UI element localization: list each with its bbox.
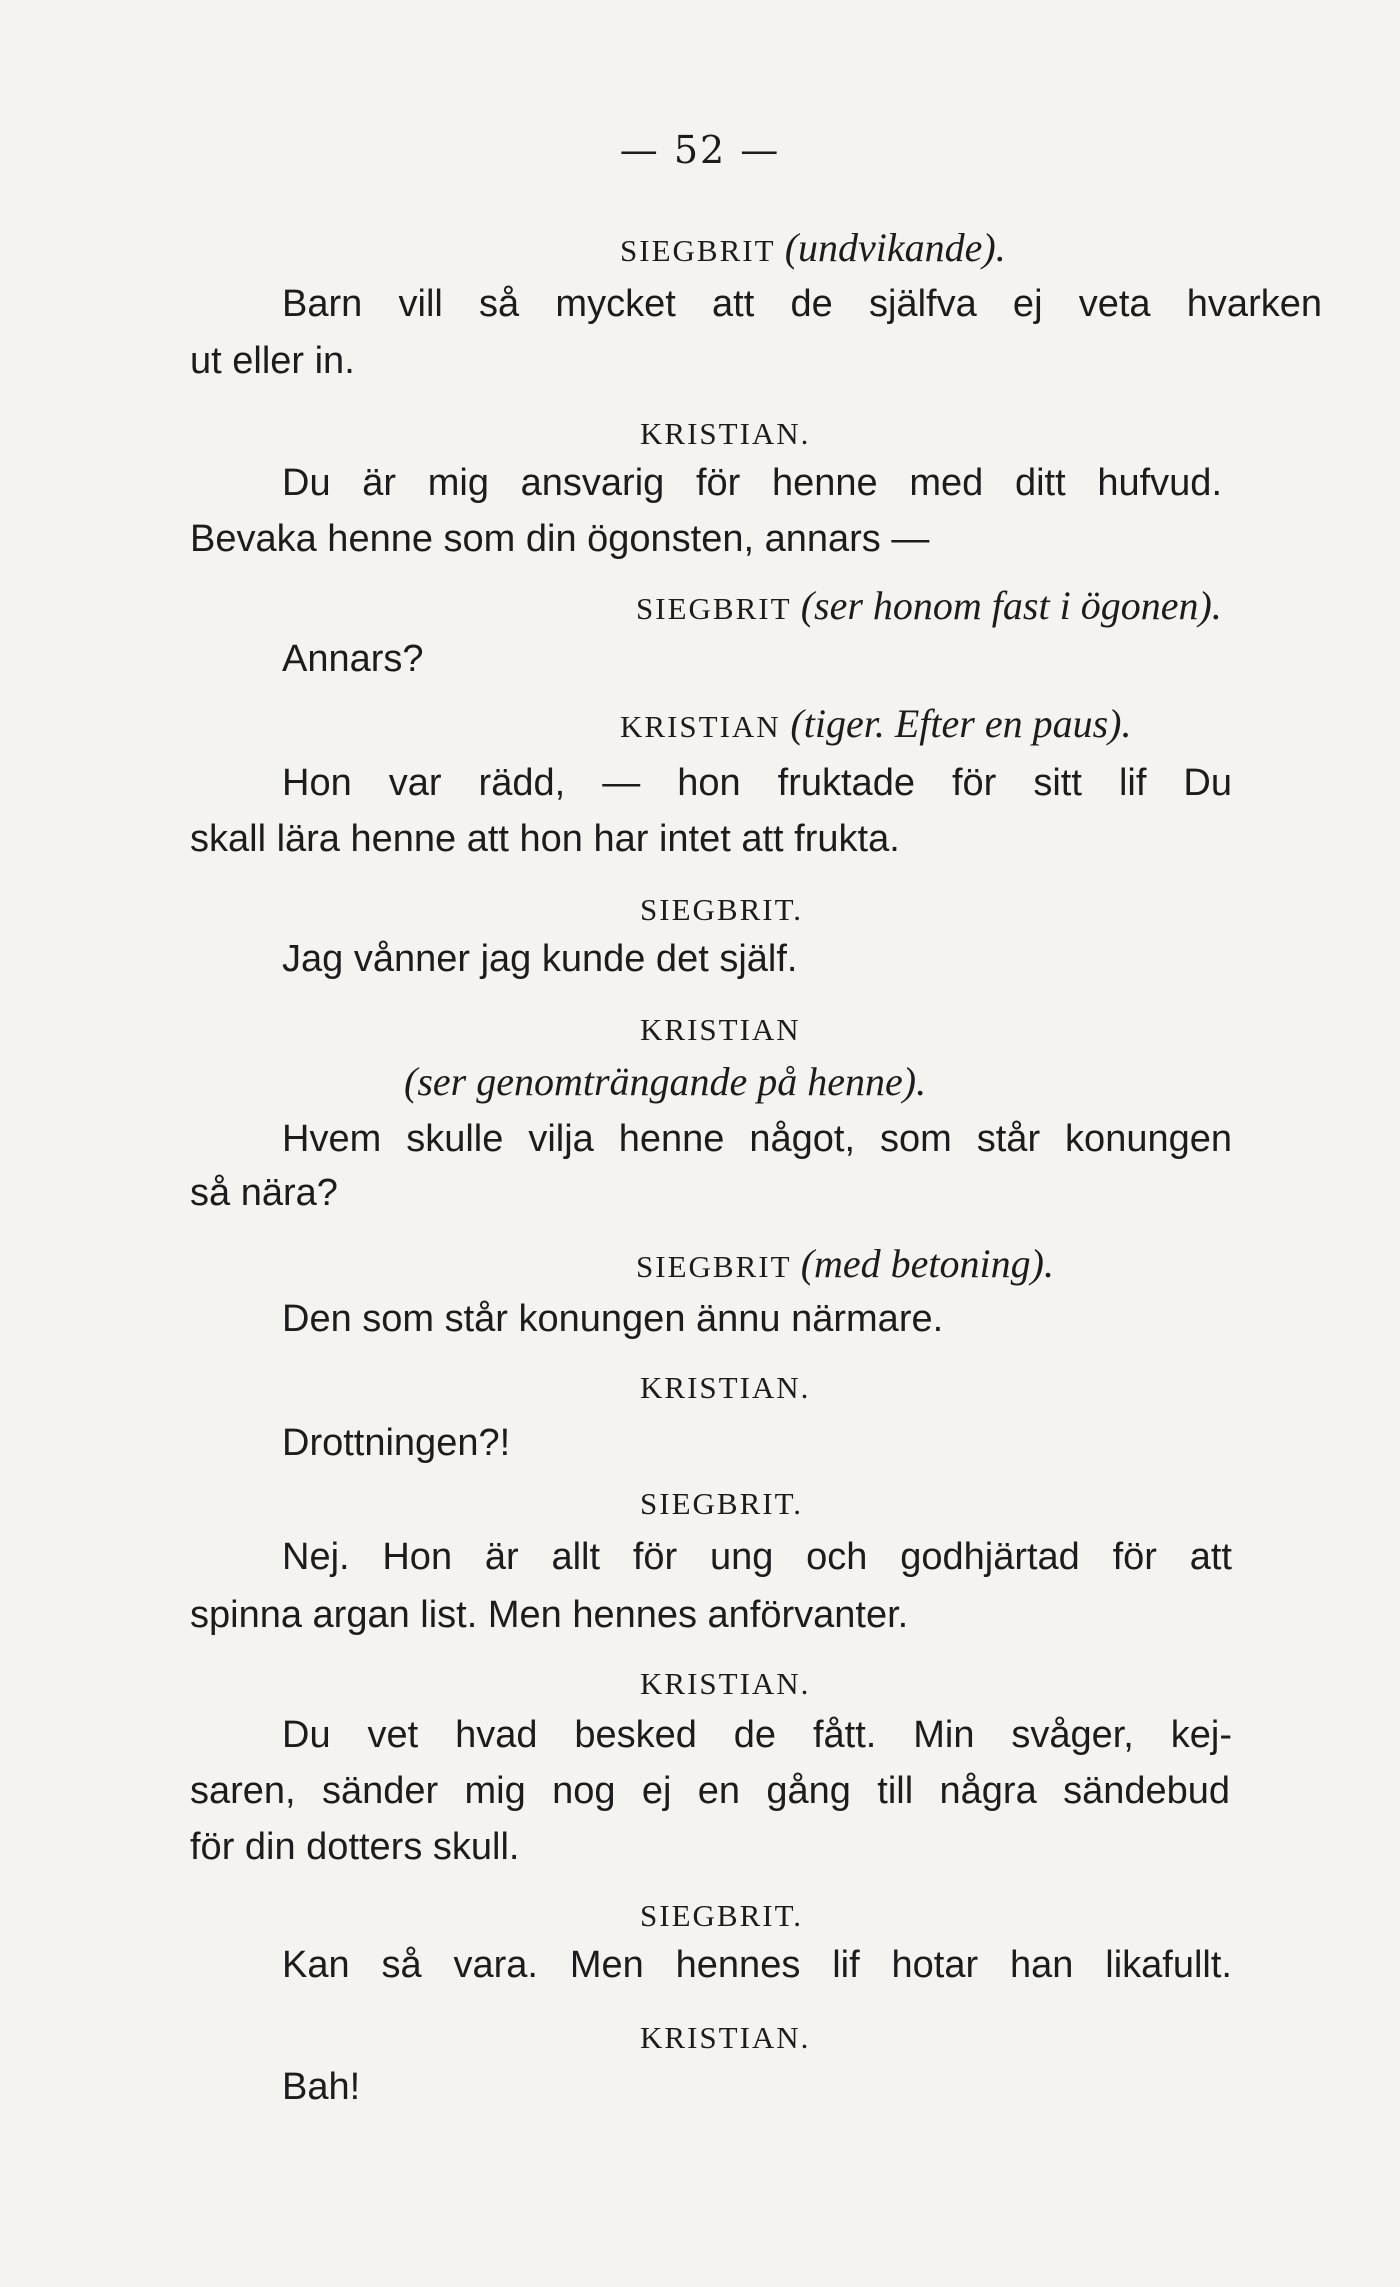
speaker-heading: SIEGBRIT (med betoning).	[636, 1241, 1054, 1286]
text-line: saren, sänder mig nog ej en gång till några sändebud	[190, 1770, 1230, 1812]
speaker-heading: KRISTIAN.	[640, 2020, 811, 2055]
speaker-heading: KRISTIAN.	[640, 416, 811, 451]
speaker-heading: KRISTIAN.	[640, 1666, 811, 1701]
text-line: Den som står konungen ännu närmare.	[282, 1298, 944, 1340]
speaker-heading: SIEGBRIT (undvikande).	[620, 225, 1006, 270]
speaker-heading: SIEGBRIT.	[640, 892, 803, 927]
page-number: — 52 —	[619, 128, 781, 172]
stage-direction: (ser honom fast i ögonen).	[800, 583, 1222, 628]
text-line: spinna argan list. Men hennes anförvanter.	[190, 1594, 909, 1636]
stage-direction: (tiger. Efter en paus).	[790, 701, 1132, 746]
text-line: ut eller in.	[190, 340, 355, 382]
stage-direction: (ser genomträngande på henne).	[404, 1059, 927, 1104]
speaker-heading: KRISTIAN (tiger. Efter en paus).	[620, 701, 1132, 746]
speaker-heading: KRISTIAN.	[640, 1370, 811, 1405]
text-line: Bevaka henne som din ögonsten, annars —	[190, 518, 930, 560]
text-line: Hvem skulle vilja henne något, som står konungen	[282, 1118, 1232, 1160]
text-line: Du vet hvad besked de fått. Min svåger, kej-	[282, 1714, 1232, 1756]
stage-direction: (med betoning).	[800, 1241, 1054, 1286]
text-line: Kan så vara. Men hennes lif hotar han likafullt.	[282, 1944, 1232, 1986]
text-line: Bah!	[282, 2066, 361, 2108]
text-line: Nej. Hon är allt för ung och godhjärtad för att	[282, 1536, 1232, 1578]
speaker-heading: KRISTIAN	[640, 1012, 801, 1047]
text-line: för din dotters skull.	[190, 1826, 520, 1868]
text-line: Drottningen?!	[282, 1422, 511, 1464]
text-line: Jag vånner jag kunde det själf.	[282, 938, 798, 980]
text-line: Hon var rädd, — hon fruktade för sitt lif Du	[282, 762, 1232, 804]
speaker-heading: SIEGBRIT.	[640, 1486, 803, 1521]
text-line: Barn vill så mycket att de själfva ej veta hvarken	[282, 283, 1322, 325]
text-line: skall lära henne att hon har intet att frukta.	[190, 818, 900, 860]
text-line: Du är mig ansvarig för henne med ditt hufvud.	[282, 462, 1222, 504]
text-line: så nära?	[190, 1172, 338, 1214]
speaker-heading: SIEGBRIT (ser honom fast i ögonen).	[636, 583, 1222, 628]
text-line: Annars?	[282, 638, 424, 680]
stage-direction: (undvikande).	[784, 225, 1006, 270]
speaker-heading: SIEGBRIT.	[640, 1898, 803, 1933]
